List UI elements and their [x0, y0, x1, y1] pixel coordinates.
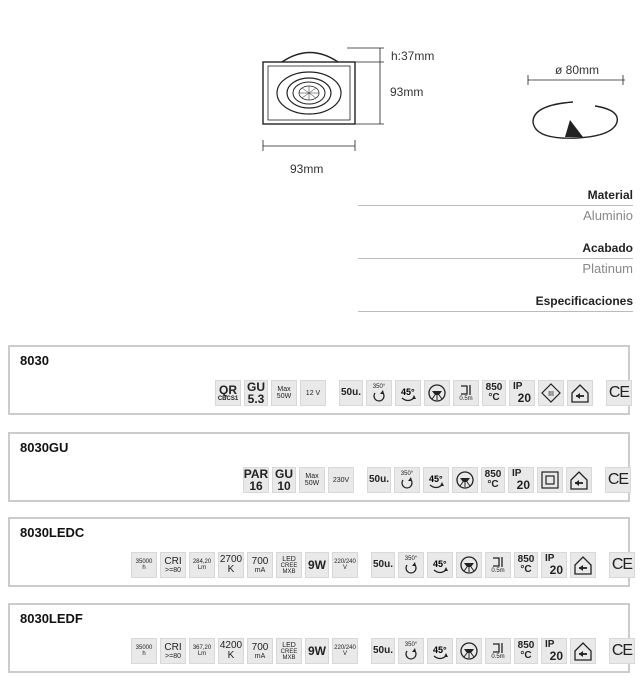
svg-text:45°: 45°: [433, 559, 447, 569]
spec-material-value: Aluminio: [583, 208, 633, 223]
color-temp-badge: 2700 K: [218, 552, 244, 578]
house-icon: [567, 380, 593, 406]
width-dimension: 93mm: [290, 162, 324, 176]
socket-badge: GU 5.3: [244, 380, 268, 406]
ip-rating-badge: IP 20: [541, 638, 567, 664]
spec-material-label: Material: [587, 188, 633, 202]
svg-text:III: III: [548, 391, 554, 398]
temperature-badge: 850 °C: [481, 467, 505, 493]
side-dimension: 93mm: [390, 85, 424, 99]
lumens-badge: 284,20 Lm: [189, 552, 215, 578]
cutout-distance-icon: 0.5m: [453, 380, 479, 406]
model-name: 8030LEDF: [20, 611, 83, 626]
spec-finish: [358, 241, 633, 276]
model-spec-icons: [131, 552, 638, 578]
model-name: 8030GU: [20, 440, 69, 455]
led-source-badge: LED CREE MXB: [276, 552, 302, 578]
model-card-8030ledc[interactable]: [8, 517, 633, 587]
tilt-icon: [423, 467, 449, 493]
ip-rating-badge: IP 20: [541, 552, 567, 578]
cutout-distance-icon: 0.5m: [485, 638, 511, 664]
beam-icon: [452, 467, 478, 493]
power-badge: Max 50W: [299, 467, 325, 493]
house-icon: [566, 467, 592, 493]
current-badge: 700 mA: [247, 552, 273, 578]
cri-badge: CRI >=80: [160, 638, 186, 664]
temperature-badge: 850 °C: [514, 638, 538, 664]
quantity-badge: 50u.: [371, 552, 395, 578]
diameter-dimension: ø 80mm: [555, 63, 600, 77]
socket-badge: GU 10: [272, 467, 296, 493]
spec-finish-value: Platinum: [582, 261, 633, 276]
ip-rating-badge: IP 20: [509, 380, 535, 406]
model-card-8030gu[interactable]: [8, 432, 630, 502]
ce-mark-icon: CE: [605, 467, 631, 493]
voltage-badge: 230V: [328, 467, 354, 493]
tilt-icon: [395, 380, 421, 406]
spec-divider: [358, 258, 633, 259]
power-badge: Max 50W: [271, 380, 297, 406]
spec-divider: [358, 205, 633, 206]
voltage-badge: 12 V: [300, 380, 326, 406]
wattage-badge: 9W: [305, 552, 329, 578]
cutout-diameter-drawing: [525, 72, 625, 147]
led-source-badge: LED CREE MXB: [276, 638, 302, 664]
rotation-icon: 350°: [398, 552, 424, 578]
svg-text:45°: 45°: [429, 474, 443, 484]
ce-mark-icon: CE: [609, 552, 635, 578]
quantity-badge: 50u.: [367, 467, 391, 493]
house-icon: [570, 638, 596, 664]
rotation-icon: 350°: [398, 638, 424, 664]
tilt-icon: [427, 638, 453, 664]
model-card-8030[interactable]: [8, 345, 630, 415]
current-badge: 700 mA: [247, 638, 273, 664]
spec-specifications-label: Especificaciones: [535, 294, 633, 308]
svg-text:45°: 45°: [433, 645, 447, 655]
fixture-side-view-drawing: [255, 40, 390, 155]
svg-text:45°: 45°: [401, 387, 415, 397]
model-card-8030ledf[interactable]: [8, 603, 633, 673]
temperature-badge: 850 °C: [482, 380, 506, 406]
cutout-distance-icon: 0.5m: [485, 552, 511, 578]
cri-badge: CRI >=80: [160, 552, 186, 578]
beam-icon: [424, 380, 450, 406]
spec-material: [358, 188, 633, 223]
rotation-icon: 350°: [394, 467, 420, 493]
class-ii-icon: [537, 467, 563, 493]
lumens-badge: 367,20 Lm: [189, 638, 215, 664]
temperature-badge: 850 °C: [514, 552, 538, 578]
model-name: 8030LEDC: [20, 525, 85, 540]
lifetime-badge: 35000 h: [131, 552, 157, 578]
voltage-badge: 220/240 V: [332, 552, 358, 578]
class-iii-icon: [538, 380, 564, 406]
model-spec-icons: [243, 467, 634, 493]
voltage-badge: 220/240 V: [332, 638, 358, 664]
beam-icon: [456, 552, 482, 578]
ip-rating-badge: IP 20: [508, 467, 534, 493]
house-icon: [570, 552, 596, 578]
wattage-badge: 9W: [305, 638, 329, 664]
color-temp-badge: 4200 K: [218, 638, 244, 664]
quantity-badge: 50u.: [371, 638, 395, 664]
model-spec-icons: [215, 380, 635, 406]
lifetime-badge: 35000 h: [131, 638, 157, 664]
spec-specifications: [358, 294, 633, 312]
lamp-type-badge: PAR 16: [243, 467, 269, 493]
tilt-icon: [427, 552, 453, 578]
ce-mark-icon: CE: [609, 638, 635, 664]
beam-icon: [456, 638, 482, 664]
ce-mark-icon: CE: [606, 380, 632, 406]
lamp-type-badge: QR CBCS1: [215, 380, 241, 406]
model-spec-icons: [131, 638, 638, 664]
spec-finish-label: Acabado: [582, 241, 633, 255]
model-name: 8030: [20, 353, 49, 368]
quantity-badge: 50u.: [339, 380, 363, 406]
spec-divider: [358, 311, 633, 312]
height-dimension: h:37mm: [391, 49, 435, 63]
rotation-icon: 350°: [366, 380, 392, 406]
